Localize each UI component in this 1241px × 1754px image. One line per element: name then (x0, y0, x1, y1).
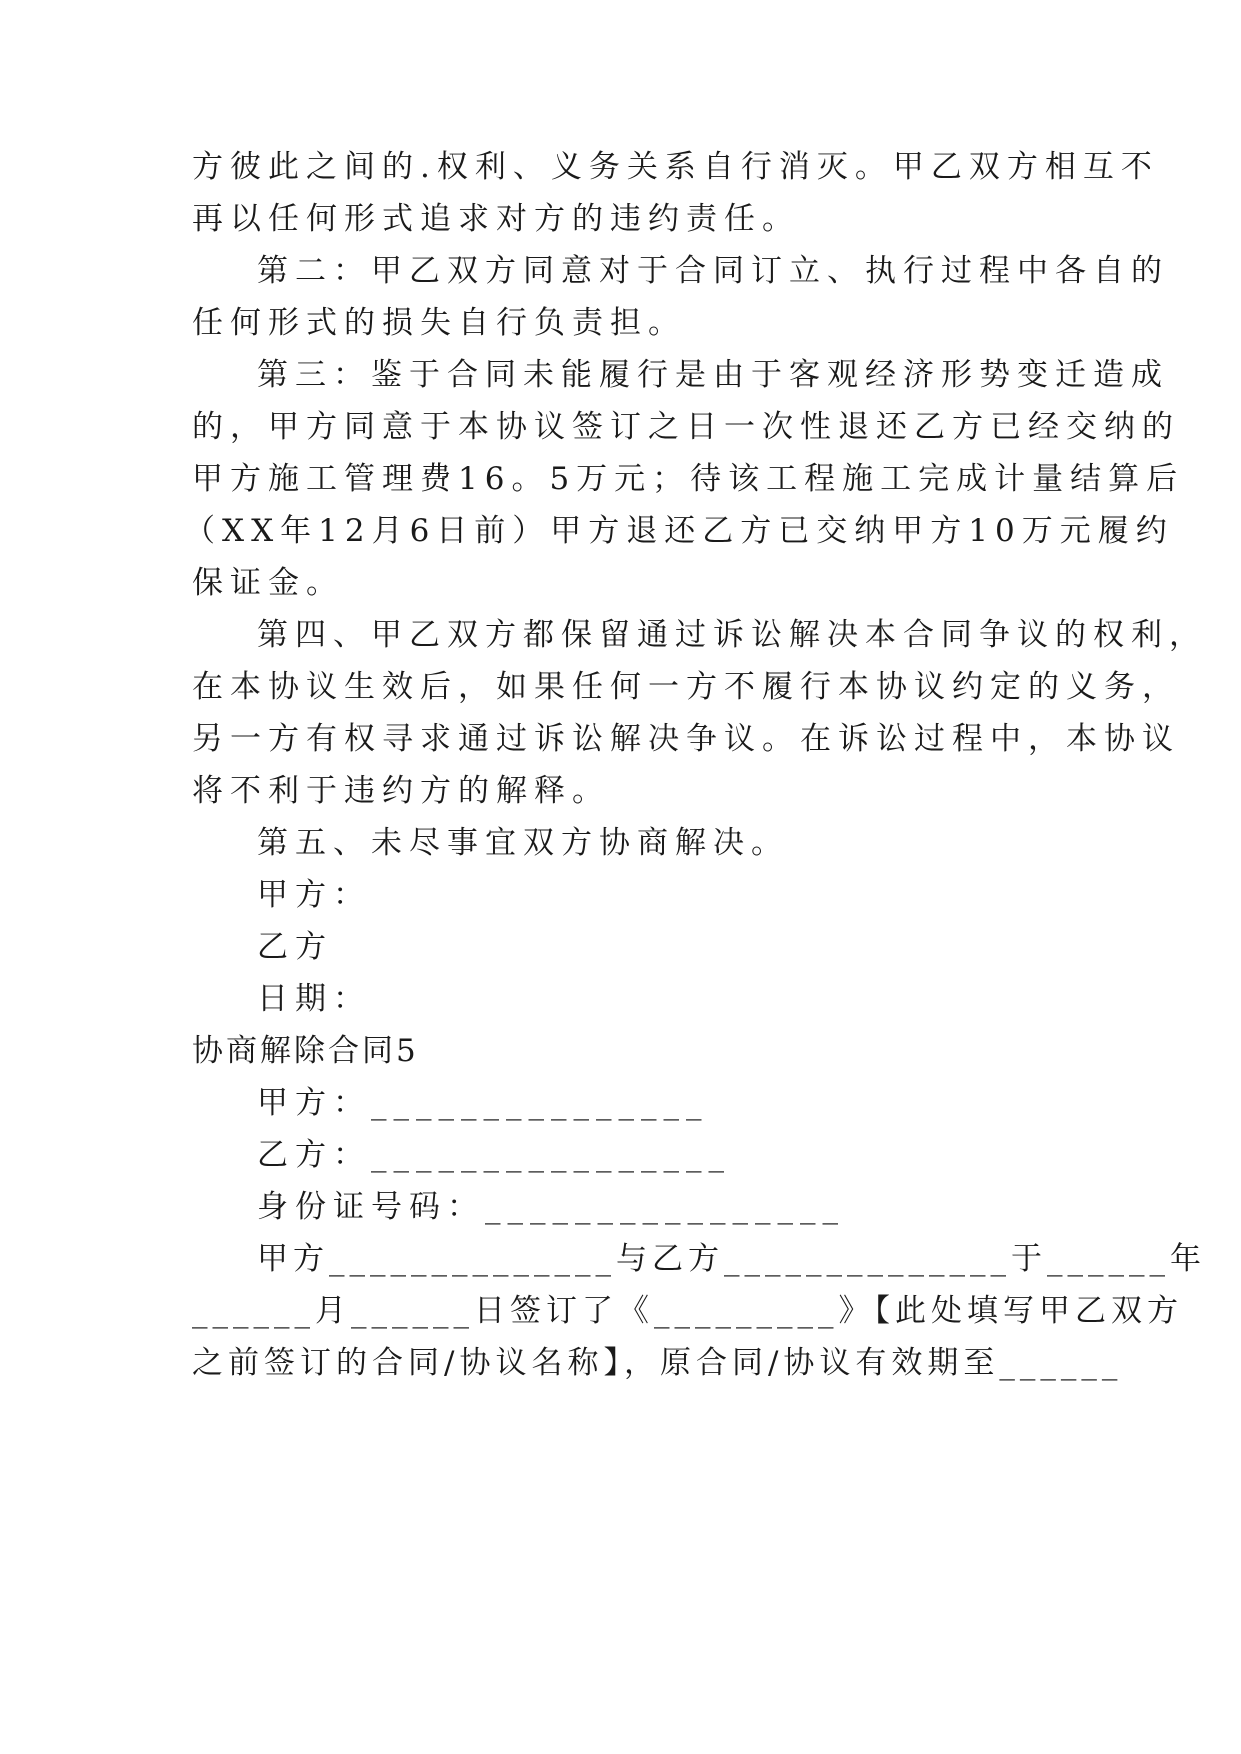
agreement-fill-line: 之前签订的合同/协议名称】，原合同/协议有效期至______ (192, 1345, 1123, 1381)
paragraph-line: 任何形式的损失自行负责担。 (192, 305, 686, 341)
id-number-field: 身份证号码：________________ (257, 1189, 845, 1225)
paragraph-line: 保证金。 (192, 565, 344, 601)
paragraph-line: 方彼此之间的.权利、义务关系自行消灭。甲乙双方相互不 (192, 149, 1159, 185)
paragraph-line: 另一方有权寻求通过诉讼解决争议。在诉讼过程中，本协议 (192, 721, 1180, 757)
party-a-signature-line: 甲方： (257, 877, 371, 913)
party-a-field: 甲方：_______________ (257, 1085, 709, 1121)
paragraph-line: 再以任何形式追求对方的违约责任。 (192, 201, 800, 237)
paragraph-line: 在本协议生效后，如果任何一方不履行本协议约定的义务， (192, 669, 1180, 705)
agreement-fill-line: 甲方______________与乙方______________于______年 (257, 1241, 1206, 1277)
party-b-signature-line: 乙方 (257, 929, 333, 965)
paragraph-line: 的，甲方同意于本协议签订之日一次性退还乙方已经交纳的 (192, 409, 1180, 445)
clause-four: 第四、甲乙双方都保留通过诉讼解决本合同争议的权利， (257, 617, 1207, 653)
agreement-fill-line: ______月______日签订了《_________》【此处填写甲乙双方 (192, 1293, 1183, 1329)
paragraph-line: 将不利于违约方的解释。 (192, 773, 610, 809)
party-b-field: 乙方：________________ (257, 1137, 731, 1173)
section-heading: 协商解除合同5 (192, 1033, 419, 1069)
paragraph-line: 甲方施工管理费16。5万元；待该工程施工完成计量结算后 (192, 461, 1185, 497)
paragraph-line: （XX年12月6日前）甲方退还乙方已交纳甲方10万元履约 (184, 513, 1174, 549)
date-line: 日期： (257, 981, 371, 1017)
clause-three: 第三：鉴于合同未能履行是由于客观经济形势变迁造成 (257, 357, 1169, 393)
clause-two: 第二：甲乙双方同意对于合同订立、执行过程中各自的 (257, 253, 1169, 289)
clause-five: 第五、未尽事宜双方协商解决。 (257, 825, 789, 861)
